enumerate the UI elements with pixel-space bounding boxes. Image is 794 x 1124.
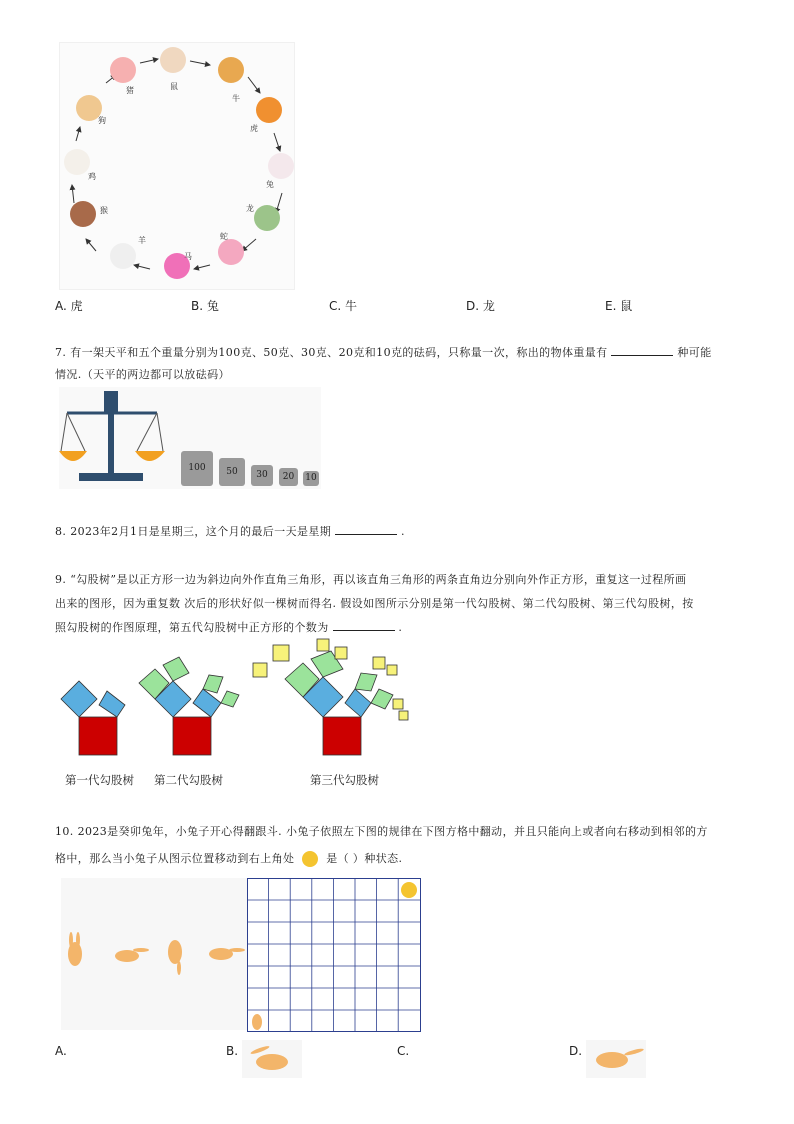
q6-option-d[interactable]: [466, 297, 495, 314]
q9-line1: 9. “勾股树”是以正方形一边为斜边向外作直角三角形，再以该直角三角形的两条直角边分别向外作正方形，重复这一过程所画: [55, 573, 687, 586]
q10-option-b-rabbit-icon: [242, 1040, 302, 1078]
option-text: 龙: [482, 299, 495, 313]
dragon-icon: [254, 205, 280, 231]
zodiac-label-snake: 蛇: [220, 232, 228, 241]
rat-icon: [160, 47, 186, 73]
zodiac-label-dragon: 龙: [246, 204, 254, 213]
rabbit-pattern-panel: [61, 878, 247, 1030]
option-key: D.: [466, 299, 480, 313]
zodiac-label-rabbit: 兔: [266, 180, 274, 189]
q10-option-c[interactable]: C.: [397, 1044, 410, 1058]
zodiac-label-horse: 马: [184, 252, 192, 261]
tree-generation-2: [139, 657, 239, 755]
q9-line3-text: 照勾股树的作图原理，第五代勾股树中正方形的个数为: [55, 621, 329, 634]
rabbit-state-3-icon: [168, 940, 182, 975]
rabbit-state-1-icon: [68, 932, 82, 966]
zodiac-label-dog: 狗: [98, 116, 106, 125]
pythagoras-trees: [55, 635, 425, 765]
option-text: 牛: [345, 299, 358, 313]
pig-icon: [110, 57, 136, 83]
q7-line2: 情况.（天平的两边都可以放砝码）: [55, 368, 230, 381]
snake-icon: [218, 239, 244, 265]
q6-option-e[interactable]: [605, 297, 632, 314]
option-text: 兔: [206, 299, 219, 313]
q9-answer-blank[interactable]: [333, 618, 395, 631]
q10-option-d[interactable]: D.: [569, 1044, 583, 1058]
rabbit-sequence: [61, 878, 247, 1030]
option-key: B.: [191, 299, 204, 313]
option-key: A.: [55, 299, 67, 313]
option-key: C.: [329, 299, 342, 313]
q10-line2-text: 格中，那么当小兔子从图示位置移动到右上角处: [55, 852, 295, 865]
q7-line1-tail: 种可能: [677, 346, 712, 359]
q8-tail: .: [401, 525, 405, 538]
q7-line1-text: 7. 有一架天平和五个重量分别为100克、50克、30克、20克和10克的砝码，只称量一次，称出的物体重量有: [55, 346, 608, 359]
q8-line: 8. 2023年2月1日是星期三，这个月的最后一天是星期: [55, 525, 332, 538]
q9-line3-tail: .: [398, 621, 403, 634]
tree-label-1: 第一代勾股树: [65, 773, 134, 787]
zodiac-label-tiger: 虎: [250, 124, 258, 133]
tiger-icon: [256, 97, 282, 123]
weight-label: 10: [305, 473, 317, 483]
q10-line1: 10. 2023是癸卯兔年，小兔子开心得翻跟斗. 小兔子依照左下图的规律在下图方格中翻动，并且只能向上或者向右移动到相邻的方: [55, 825, 708, 838]
weight-label: 100: [188, 463, 206, 473]
monkey-icon: [70, 201, 96, 227]
q10-option-d-rabbit-icon: [586, 1040, 646, 1078]
q9-line2: 出来的图形，因为重复数 次后的形状好似一棵树而得名. 假设如图所示分别是第一代勾股树、第二代勾股树、第三代勾股树，按: [55, 597, 694, 610]
q6-option-b[interactable]: [191, 297, 219, 314]
moon-icon: [302, 851, 318, 867]
rabbit-start-icon: [252, 1014, 262, 1030]
tree-label-3: 第三代勾股树: [310, 773, 379, 787]
q10-line2: [55, 845, 755, 872]
q6-option-a[interactable]: [55, 297, 83, 314]
moon-target-icon: [401, 882, 417, 898]
tree-label-2: 第二代勾股树: [154, 773, 223, 787]
option-text: 虎: [70, 299, 83, 313]
q8-answer-blank[interactable]: [335, 522, 397, 535]
q7-line1: [55, 342, 745, 364]
q6-option-c[interactable]: [329, 297, 357, 314]
rabbit-state-2-icon: [115, 948, 149, 962]
q10-line2-tail: 是（ ）种状态.: [326, 852, 403, 865]
zodiac-label-monkey: 猴: [100, 206, 108, 215]
weight-20: [279, 468, 298, 486]
weight-50: [219, 458, 245, 486]
rabbit-state-4-icon: [209, 948, 245, 960]
q10-option-b[interactable]: B.: [226, 1044, 239, 1058]
option-key: E.: [605, 299, 617, 313]
weight-label: 50: [226, 467, 238, 477]
sheep-icon: [110, 243, 136, 269]
weight-label: 20: [282, 472, 295, 482]
ox-icon: [218, 57, 244, 83]
option-text: 鼠: [620, 299, 633, 313]
zodiac-label-rat: 鼠: [170, 82, 178, 91]
q10-text: [55, 818, 755, 872]
tree-generation-1: [61, 681, 125, 755]
weight-10: [303, 471, 319, 486]
zodiac-label-sheep: 羊: [138, 236, 146, 245]
zodiac-label-pig: 猪: [126, 86, 134, 95]
movement-grid: [247, 878, 421, 1032]
weight-100: [181, 451, 213, 486]
q7-text: [55, 342, 745, 386]
zodiac-label-rooster: 鸡: [88, 172, 96, 181]
rabbit-icon: [268, 153, 294, 179]
zodiac-label-ox: 牛: [232, 94, 240, 103]
q10-option-a[interactable]: A.: [55, 1044, 67, 1058]
q7-answer-blank[interactable]: [611, 343, 673, 356]
weight-label: 30: [256, 470, 268, 480]
zodiac-figure: [59, 42, 295, 290]
rooster-icon: [64, 149, 90, 175]
q9-text: [55, 568, 755, 640]
weight-30: [251, 465, 273, 486]
tree-generation-3: [253, 639, 408, 755]
q8-text: [55, 521, 745, 543]
